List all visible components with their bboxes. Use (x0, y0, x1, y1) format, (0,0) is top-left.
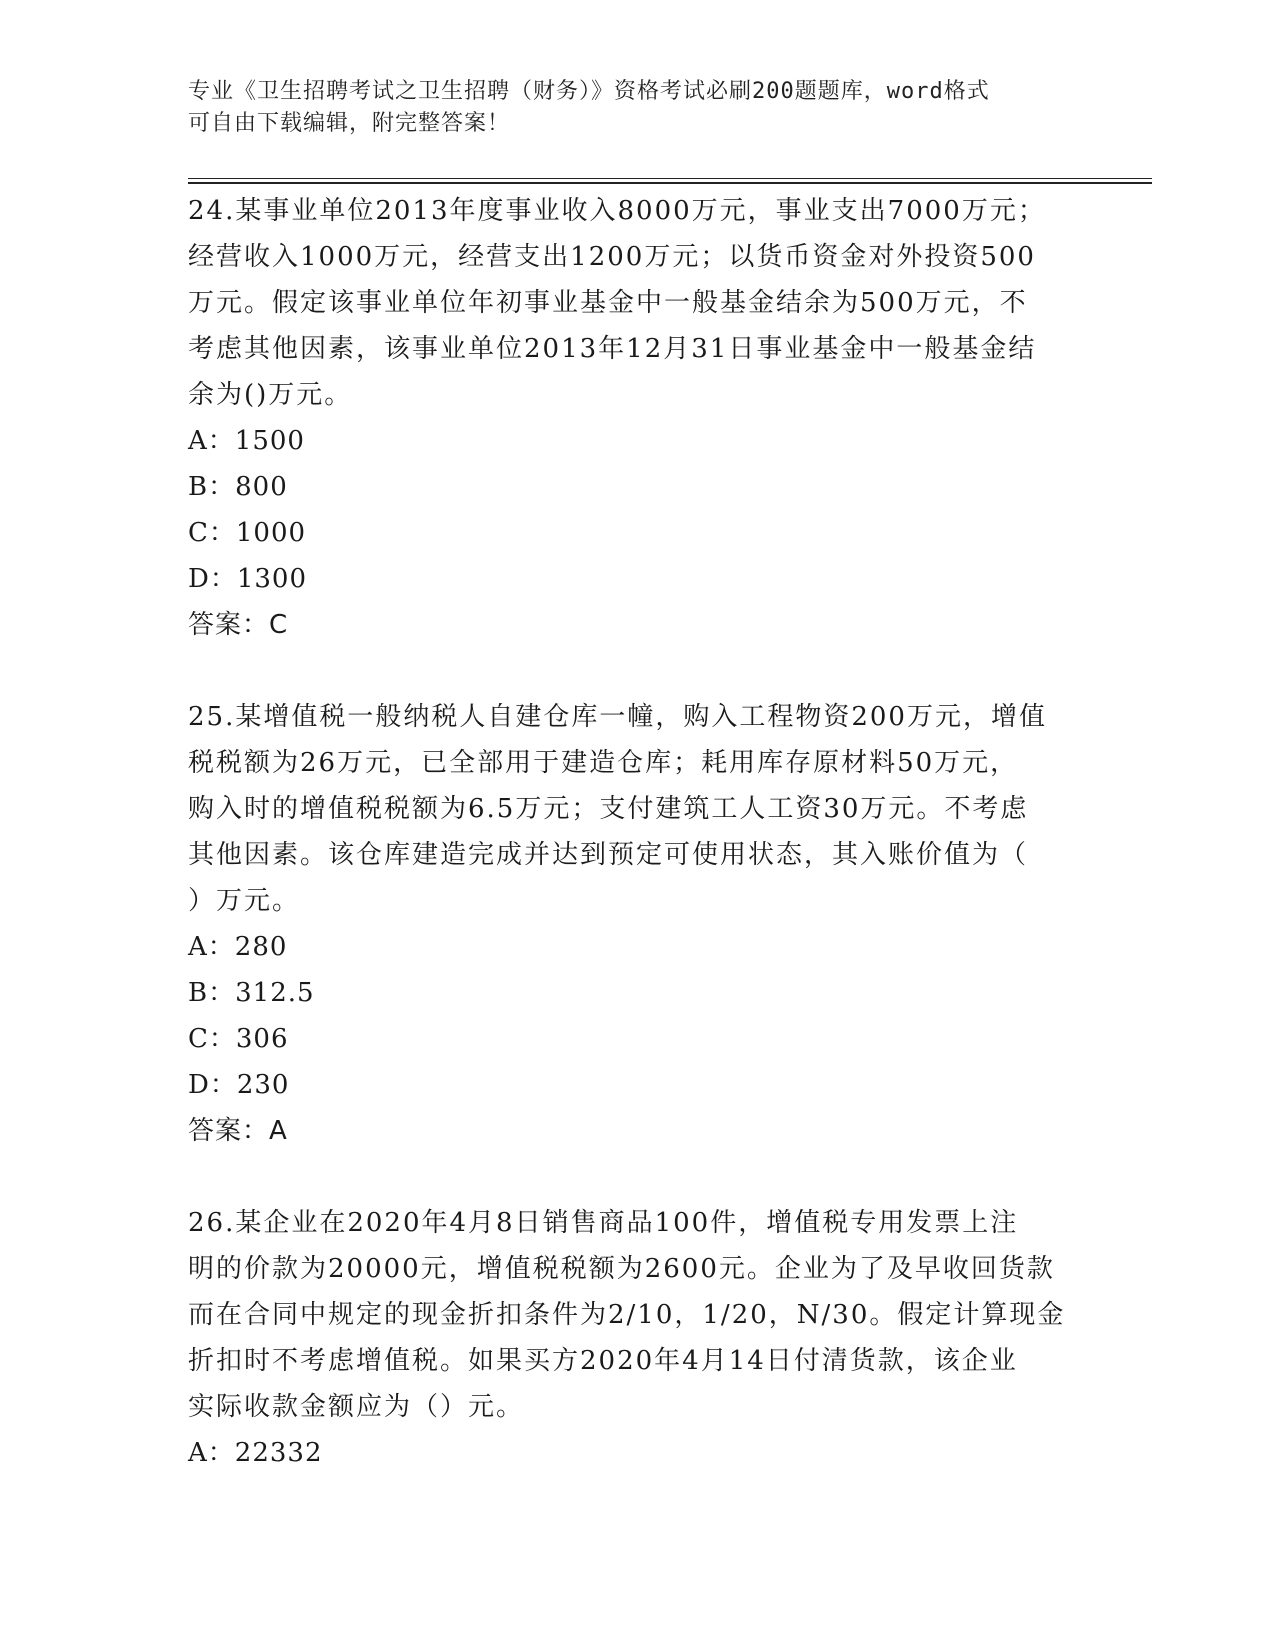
question-text-line: 经营收入1000万元，经营支出1200万元；以货币资金对外投资500 (188, 242, 1036, 272)
spacer (188, 648, 1088, 694)
option-c: C：1000 (188, 518, 307, 548)
option-d: D：1300 (188, 564, 308, 594)
header-line-1: 专业《卫生招聘考试之卫生招聘（财务）》资格考试必刷200题题库，word格式 (188, 79, 990, 104)
question-text-line: 税税额为26万元，已全部用于建造仓库；耗用库存原材料50万元， (188, 748, 1019, 778)
question-text-line: 折扣时不考虑增值税。如果买方2020年4月14日付清货款，该企业 (188, 1346, 1018, 1376)
option-a: A：1500 (188, 426, 305, 456)
answer-label: 答案：A (188, 1116, 288, 1146)
option-a: A：22332 (188, 1438, 323, 1468)
option-a: A：280 (188, 932, 288, 962)
question-text-line: 25.某增值税一般纳税人自建仓库一幢，购入工程物资200万元，增值 (188, 702, 1047, 732)
question-list (188, 188, 1088, 1476)
question-text-line: 考虑其他因素，该事业单位2013年12月31日事业基金中一般基金结 (188, 334, 1037, 364)
question-text-line: 24.某事业单位2013年度事业收入8000万元，事业支出7000万元； (188, 196, 1046, 226)
question-text-line: 万元。假定该事业单位年初事业基金中一般基金结余为500万元，不 (188, 288, 1028, 318)
question-text-line: 其他因素。该仓库建造完成并达到预定可使用状态，其入账价值为（ (188, 840, 1029, 870)
header-divider-thin (188, 178, 1152, 179)
option-b: B：800 (188, 472, 288, 502)
document-header (188, 76, 1068, 140)
question-text-line: 实际收款金额应为（）元。 (188, 1392, 525, 1422)
question-text-line: 而在合同中规定的现金折扣条件为2/10，1/20，N/30。假定计算现金 (188, 1300, 1066, 1330)
answer-label: 答案：C (188, 610, 289, 640)
question-text-line: 购入时的增值税税额为6.5万元；支付建筑工人工资30万元。不考虑 (188, 794, 1029, 824)
question-25 (188, 694, 1088, 1154)
option-b: B：312.5 (188, 978, 315, 1008)
header-divider-thick (188, 182, 1152, 184)
question-text-line: 明的价款为20000元，增值税税额为2600元。企业为了及早收回货款 (188, 1254, 1055, 1284)
spacer (188, 1154, 1088, 1200)
question-text-line: ）万元。 (188, 886, 301, 916)
question-text-line: 26.某企业在2020年4月8日销售商品100件，增值税专用发票上注 (188, 1208, 1019, 1238)
question-24 (188, 188, 1088, 648)
question-text-line: 余为()万元。 (188, 380, 353, 410)
header-line-2: 可自由下载编辑，附完整答案！ (188, 111, 511, 136)
option-c: C：306 (188, 1024, 289, 1054)
option-d: D：230 (188, 1070, 290, 1100)
question-26 (188, 1200, 1088, 1476)
